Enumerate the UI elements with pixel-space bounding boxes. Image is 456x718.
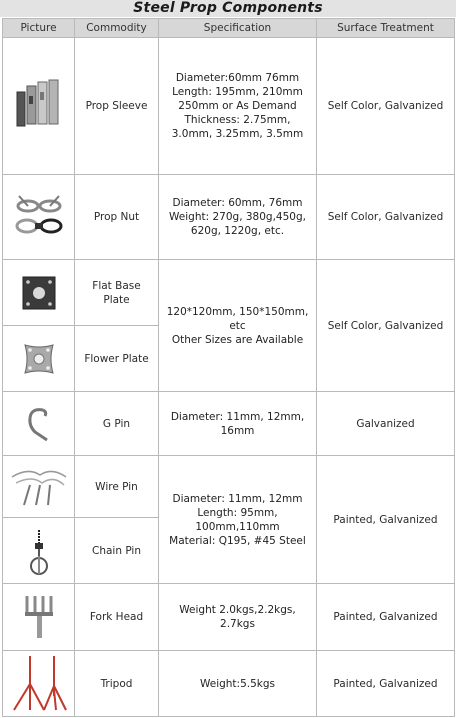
table-row	[3, 175, 455, 260]
prop-sleeve-picture	[3, 38, 75, 175]
header-row	[3, 19, 455, 38]
table-row	[3, 651, 455, 717]
spec-line: Thickness: 2.75mm,	[184, 114, 291, 126]
spec-line: Weight: 270g, 380g,450g,	[169, 211, 306, 223]
prop-nut-image	[11, 194, 67, 240]
spec-line: 3.0mm, 3.25mm, 3.5mm	[171, 128, 304, 140]
fork-head-name: Fork Head	[75, 584, 159, 651]
spec-line: etc	[229, 319, 246, 332]
pins-surface: Painted, Galvanized	[317, 456, 455, 584]
components-table	[2, 18, 455, 717]
g-pin-image	[21, 404, 57, 444]
spec-line: 250mm or As Demand	[178, 100, 297, 112]
wire-pin-name: Wire Pin	[75, 456, 159, 518]
g-pin-name: G Pin	[75, 392, 159, 456]
tripod-image	[8, 654, 70, 714]
g-pin-surface: Galvanized	[317, 392, 455, 456]
plates-surface: Self Color, Galvanized	[317, 260, 455, 392]
spec-line: 16mm	[220, 424, 255, 437]
header-specification: Specification	[159, 19, 317, 38]
table-row	[3, 38, 455, 175]
wire-pin-picture	[3, 456, 75, 518]
plates-spec	[159, 260, 317, 392]
spec-line: Weight:5.5kgs	[199, 677, 276, 690]
prop-nut-name: Prop Nut	[75, 175, 159, 260]
spec-line: 620g, 1220g, etc.	[190, 225, 285, 237]
spec-line: Other Sizes are Available	[171, 333, 304, 346]
table-row	[3, 260, 455, 326]
tripod-name: Tripod	[75, 651, 159, 717]
pins-spec	[159, 456, 317, 584]
chain-pin-picture	[3, 518, 75, 584]
header-surface-treatment: Surface Treatment	[317, 19, 455, 38]
fork-head-surface: Painted, Galvanized	[317, 584, 455, 651]
prop-nut-picture	[3, 175, 75, 260]
flat-base-plate-image	[19, 273, 59, 313]
spec-line: Weight 2.0kgs,2.2kgs,	[179, 604, 296, 616]
table-row	[3, 456, 455, 518]
prop-nut-surface: Self Color, Galvanized	[317, 175, 455, 260]
chain-pin-image	[15, 526, 63, 576]
flower-plate-name: Flower Plate	[75, 326, 159, 392]
prop-sleeve-name: Prop Sleeve	[75, 38, 159, 175]
g-pin-spec	[159, 392, 317, 456]
spec-line: 100mm,110mm	[195, 520, 280, 533]
spec-line: 2.7kgs	[220, 618, 255, 630]
spec-line: Length: 195mm, 210mm	[172, 86, 303, 98]
spec-line: Material: Q195, #45 Steel	[169, 534, 306, 547]
wire-pin-image	[8, 465, 70, 509]
tripod-picture	[3, 651, 75, 717]
fork-head-spec	[159, 584, 317, 651]
table-row	[3, 392, 455, 456]
prop-sleeve-surface: Self Color, Galvanized	[317, 38, 455, 175]
flower-plate-image	[17, 339, 61, 379]
flower-plate-picture	[3, 326, 75, 392]
flat-base-plate-picture	[3, 260, 75, 326]
tripod-surface: Painted, Galvanized	[317, 651, 455, 717]
page-title: Steel Prop Components	[0, 0, 456, 17]
spec-line: Diameter: 11mm, 12mm	[172, 492, 303, 505]
table-row	[3, 584, 455, 651]
tripod-spec	[159, 651, 317, 717]
fork-head-image	[19, 592, 59, 642]
spec-line: Length: 95mm,	[197, 506, 278, 519]
spec-line: Diameter: 60mm, 76mm	[172, 197, 303, 209]
spec-line: 120*120mm, 150*150mm,	[166, 305, 309, 318]
g-pin-picture	[3, 392, 75, 456]
header-picture: Picture	[3, 19, 75, 38]
header-commodity: Commodity	[75, 19, 159, 38]
prop-sleeve-image	[11, 76, 67, 136]
fork-head-picture	[3, 584, 75, 651]
flat-base-plate-name: Flat Base Plate	[75, 260, 159, 326]
chain-pin-name: Chain Pin	[75, 518, 159, 584]
prop-nut-spec	[159, 175, 317, 260]
spec-line: Diameter: 11mm, 12mm,	[170, 410, 305, 423]
prop-sleeve-spec	[159, 38, 317, 175]
spec-line: Diameter:60mm 76mm	[175, 72, 300, 84]
